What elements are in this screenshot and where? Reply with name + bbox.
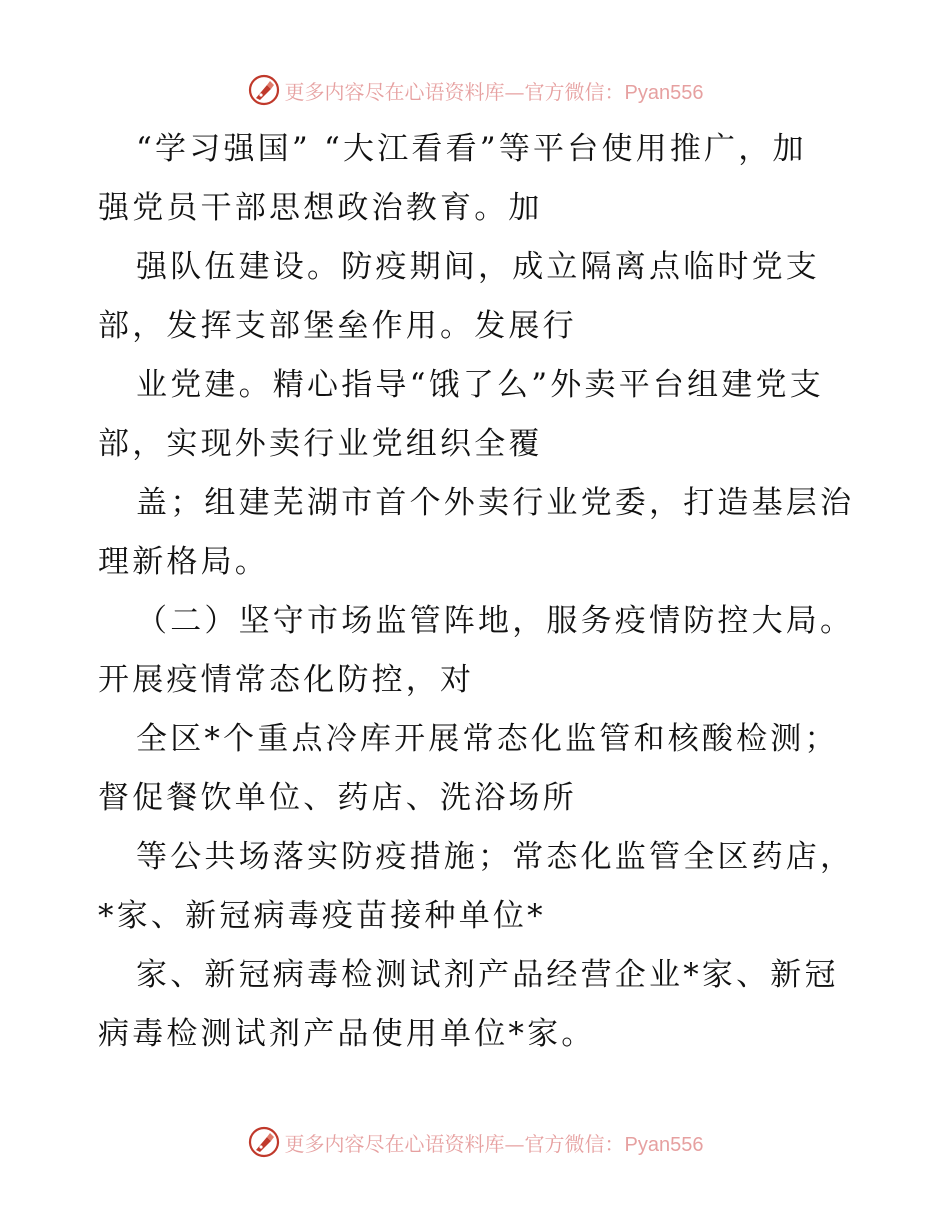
paragraph: 盖；组建芜湖市首个外卖行业党委，打造基层治 理新格局。 — [98, 485, 855, 580]
paragraph: （二）坚守市场监管阵地，服务疫情防控大局。 开展疫情常态化防控，对 — [98, 603, 855, 698]
pen-nib-circle-icon — [247, 73, 281, 107]
paragraph: 业党建。精心指导“饿了么”外卖平台组建党支 部，实现外卖行业党组织全覆 — [98, 367, 824, 462]
paragraph: “学习强国” “大江看看”等平台使用推广，加 强党员干部思想政治教育。加 — [98, 131, 807, 226]
watermark-text: 更多内容尽在心语资料库—官方微信：Pyan556 — [284, 79, 704, 104]
paragraph: 家、新冠病毒检测试剂产品经营企业*家、新冠 病毒检测试剂产品使用单位*家。 — [98, 957, 839, 1052]
footer-watermark — [0, 1122, 950, 1162]
document-body — [98, 120, 858, 1064]
pen-nib-circle-icon — [247, 1125, 281, 1159]
paragraph: 全区*个重点冷库开展常态化监管和核酸检测； 督促餐饮单位、药店、洗浴场所 — [98, 721, 839, 816]
paragraph: 等公共场落实防疫措施；常态化监管全区药店， *家、新冠病毒疫苗接种单位* — [98, 839, 855, 934]
header-watermark — [0, 70, 950, 110]
paragraph: 强队伍建设。防疫期间，成立隔离点临时党支 部，发挥支部堡垒作用。发展行 — [98, 249, 820, 344]
watermark-text: 更多内容尽在心语资料库—官方微信：Pyan556 — [284, 1131, 704, 1156]
